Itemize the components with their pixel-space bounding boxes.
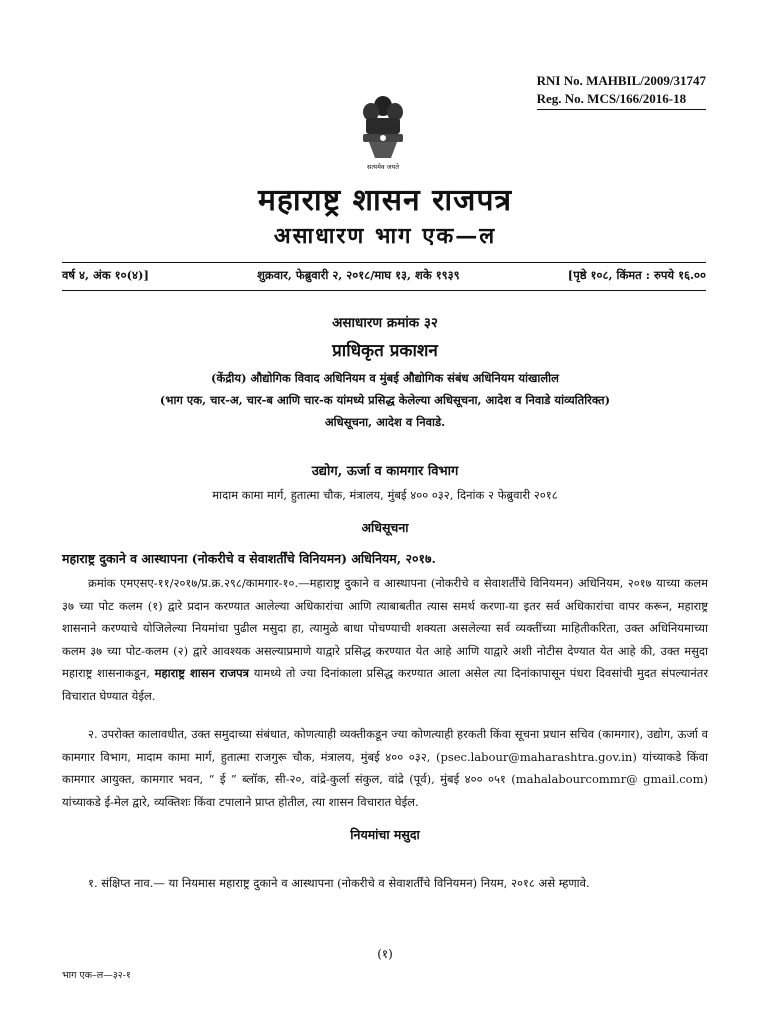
rules-heading: नियमांचा मसुदा <box>350 827 420 842</box>
paragraph-1-text: क्रमांक एमएसए-११/२०१७/प्र.क्र.२९८/कामगार-१०.—महाराष्ट्र दुकाने व आस्थापना (नोकरीचे व सेवाशर्तींचे विनियमन) अधिनियम, २०१७ याच्या कलम ३७ च्या पोट कलम (१) द्वारे प्रदान करण्यात आलेल्या अधिकारांचा आणि त्याबाबतीत त्यास समर्थ करणा-या इतर सर्व अधिकारांचा वापर करून, महाराष्ट्र शासनाने करण्याचे योजिलेल्या नियमांचा पुढील मसुदा हा, त्यामुळे बाधा पोचण्याची शक्यता असलेल्या सर्व व्यक्तींच्या माहितीकरिता, उक्त अधिनियमाच्या कलम ३७ च्या पोट-कलम (२) द्वारे आवश्यक असल्याप्रमाणे याद्वारे प्रसिद्ध करण्यात येत आहे आणि याद्वारे अशी नोटीस देण्यात येत आहे की, उक्त मसुदा महाराष्ट्र शासनाकडून, <box>62 576 708 681</box>
paragraph-2-text: २. उपरोक्त कालावधीत, उक्त समुदाच्या संबंधात, कोणत्याही व्यक्तीकडून ज्या कोणत्याही हरकती किंवा सूचना प्रधान सचिव (कामगार), उद्योग, ऊर्जा व कामगार विभाग, मादाम कामा मार्ग, हुतात्मा राजगुरू चौक, मंत्रालय, मुंबई ४०० ०३२, (psec.labour@maharashtra.gov.in) यांच्याकडे किंवा कामगार आयुक्त, कामगार भवन, “ ई ” ब्लॉक, सी-२०, वांद्रे-कुर्ला संकुल, वांद्रे (पूर्व), मुंबई ४०० ०५१ (mahalabourcommr@ gmail.com) यांच्याकडे ई-मेल द्वारे, व्यक्तिशः किंवा टपालाने प्राप्त होतील, त्या शासन विचारात घेईल. <box>62 727 708 809</box>
reg-number: Reg. No. MCS/166/2016-18 <box>537 90 706 110</box>
department-address: मादाम कामा मार्ग, हुतात्मा चौक, मंत्रालय, मुंबई ४०० ०३२, दिनांक २ फेब्रुवारी २०१८ <box>212 488 558 502</box>
issue-date: शुक्रवार, फेब्रुवारी २, २०१८/माघ १३, शके १९३९ <box>257 268 460 282</box>
extraordinary-number: असाधारण क्रमांक ३२ <box>332 315 438 331</box>
rule-1 <box>62 876 590 891</box>
header-line-2: (भाग एक, चार-अ, चार-ब आणि चार-क यांमध्ये प्रसिद्ध केलेल्या अधिसूचना, आदेश व निवाडे यांव्यतिरिक्त) <box>159 393 611 407</box>
act-title: महाराष्ट्र दुकाने व आस्थापना (नोकरीचे व सेवाशर्तींचे विनियमन) अधिनियम, २०१७. <box>62 551 436 566</box>
ashoka-emblem-icon <box>357 94 409 172</box>
notification-heading: अधिसूचना <box>361 520 409 535</box>
header-line-1: (केंद्रीय) औद्योगिक विवाद अधिनियम व मुंबई औद्योगिक संबंध अधिनियम यांखालील <box>211 371 559 385</box>
page-number: (१) <box>377 947 393 961</box>
issue-line <box>62 268 706 283</box>
registration-block <box>537 72 706 110</box>
issue-volume: वर्ष ४, अंक १०(४)] <box>62 268 149 282</box>
gazette-title: महाराष्ट्र शासन राजपत्र <box>257 183 513 218</box>
authorized-publication: प्राधिकृत प्रकाशन <box>332 341 438 361</box>
paragraph-2 <box>62 723 708 813</box>
gazette-subtitle: असाधारण भाग एक—ल <box>273 223 497 249</box>
paragraph-1-bold: महाराष्ट्र शासन राजपत्र <box>154 666 250 681</box>
top-rule <box>62 262 706 263</box>
emblem-motto: सत्यमेव जयते <box>367 163 399 171</box>
paragraph-1 <box>62 572 708 708</box>
rni-number: RNI No. MAHBIL/2009/31747 <box>536 73 706 88</box>
department-name: उद्योग, ऊर्जा व कामगार विभाग <box>311 464 459 479</box>
bottom-rule <box>62 290 706 291</box>
footer-code: भाग एक–ल—३२-१ <box>62 970 131 981</box>
issue-pages-price: [पृष्ठे १०८, किंमत : रुपये १६.०० <box>567 268 706 282</box>
header-line-3: अधिसूचना, आदेश व निवाडे. <box>324 415 446 429</box>
rule-1-text: १. संक्षिप्त नाव.— या नियमास महाराष्ट्र दुकाने व आस्थापना (नोकरीचे व सेवाशर्तींचे विनियमन) नियम, २०१८ असे म्हणावे. <box>88 876 590 890</box>
paragraph-1-end: यामध्ये तो ज्या दिनांकाला प्रसिद्ध करण्यात आला असेल त्या दिनांकापासून पंधरा दिवसांची मुदत संपल्यानंतर विचारात घेण्यात येईल. <box>62 666 709 703</box>
